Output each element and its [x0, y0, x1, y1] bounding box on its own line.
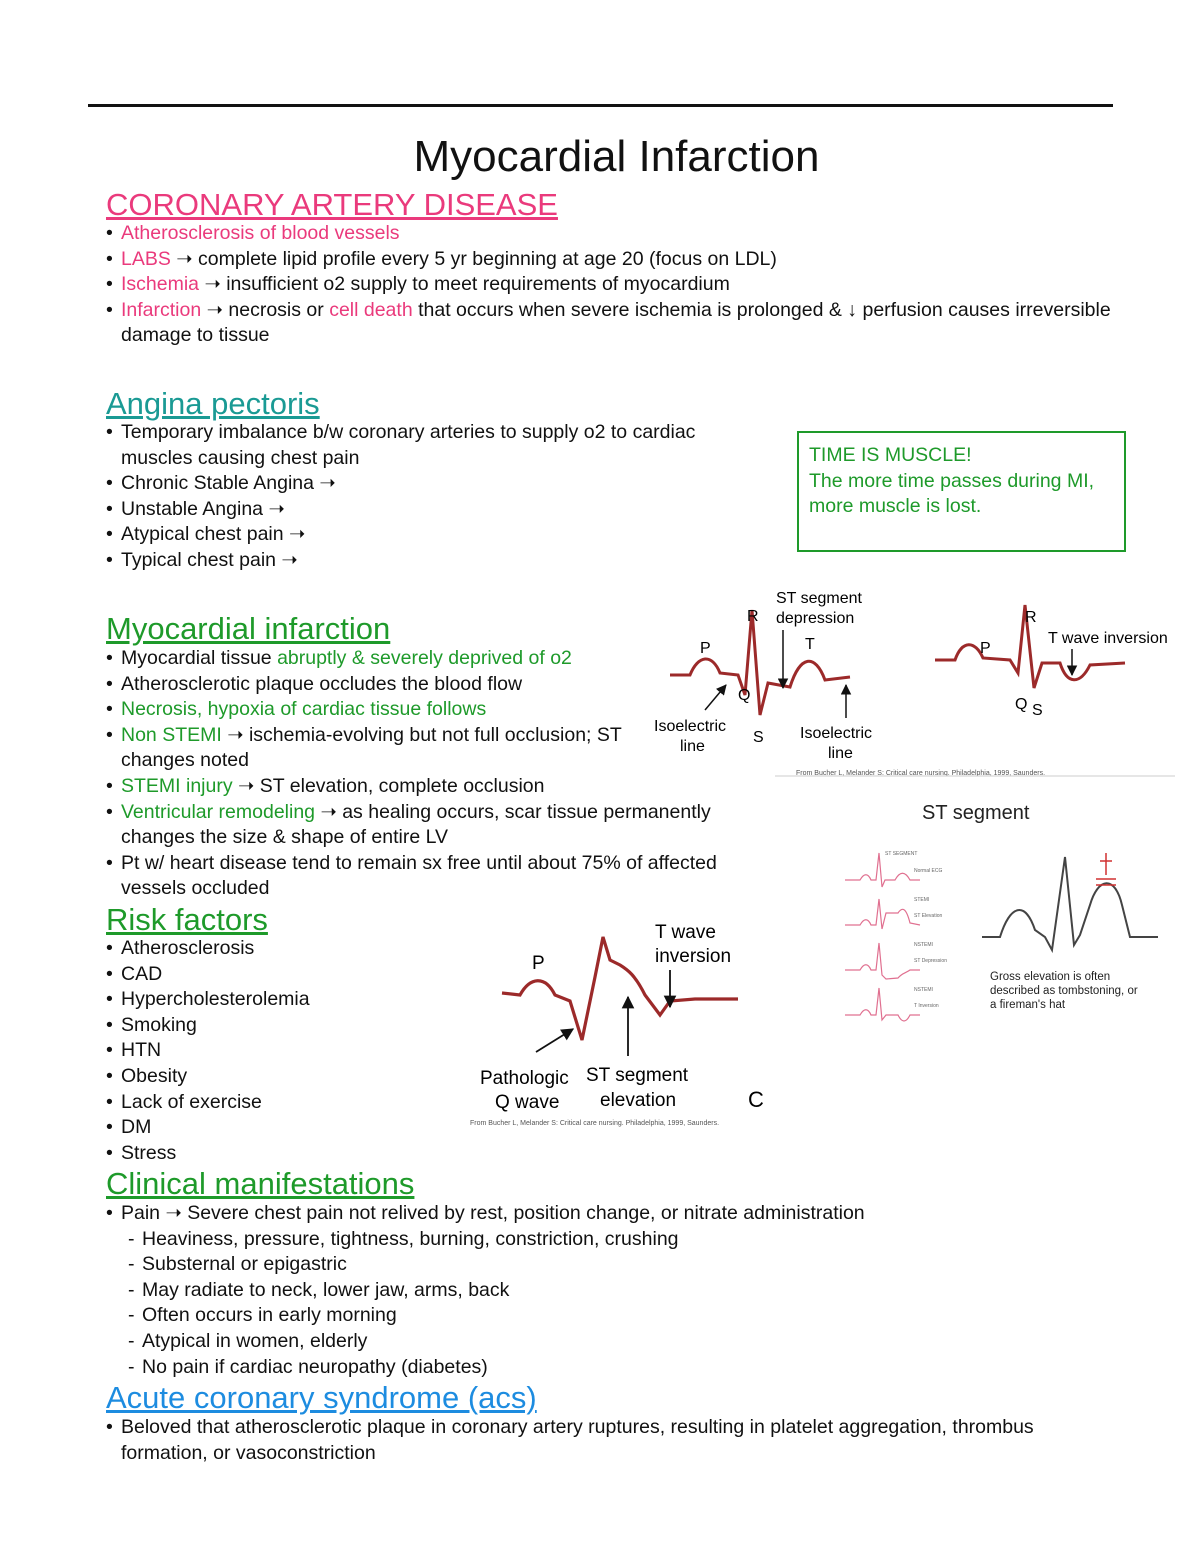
list-item: • Ischemia ➝ insufficient o2 supply to meet requirements of myocardium	[106, 272, 1116, 298]
list-item: • Pt w/ heart disease tend to remain sx free until about 75% of affected vessels occluded	[106, 851, 786, 902]
section-heading-cad: CORONARY ARTERY DISEASE	[106, 187, 558, 222]
list-item: - Atypical in women, elderly	[106, 1329, 1116, 1355]
label-r: R	[747, 608, 759, 625]
label-t: T	[805, 636, 815, 653]
tombstone-trace	[982, 857, 1158, 950]
strip-label: NSTEMI	[914, 942, 933, 948]
label-iso2-line: line	[828, 745, 853, 762]
label-q: Q	[738, 687, 751, 704]
section-heading-angina: Angina pectoris	[106, 386, 320, 421]
section-heading-acs: Acute coronary syndrome (acs)	[106, 1380, 537, 1415]
list-item: • Myocardial tissue abruptly & severely deprived of o2	[106, 646, 786, 672]
label-iso1-line: line	[680, 738, 705, 755]
list-item: - Heaviness, pressure, tightness, burning, constriction, crushing	[106, 1227, 1116, 1253]
list-item: • Unstable Angina ➝	[106, 497, 766, 523]
list-item: • Lack of exercise	[106, 1090, 466, 1116]
fig2-note-1: Gross elevation is often	[990, 971, 1111, 983]
top-rule	[88, 104, 1113, 107]
strip-label: NSTEMI	[914, 987, 933, 993]
label-iso2: Isoelectric	[800, 725, 873, 742]
strip-label: STEMI	[914, 897, 930, 903]
st-segment-figure	[840, 795, 1170, 1040]
clinical-list	[106, 1201, 1116, 1380]
list-item: - May radiate to neck, lower jaw, arms, back	[106, 1278, 1116, 1304]
strip-label: ST SEGMENT	[885, 851, 918, 857]
list-item: - Substernal or epigastric	[106, 1252, 1116, 1278]
fireman-hat-icon	[1096, 853, 1116, 885]
section-heading-mi: Myocardial infarction	[106, 611, 391, 646]
list-item: • Atypical chest pain ➝	[106, 522, 766, 548]
label-ste-2: elevation	[600, 1090, 677, 1111]
angina-list	[106, 420, 766, 574]
label-st-depression-1: ST segment	[776, 590, 862, 607]
list-item: • Temporary imbalance b/w coronary arteries to supply o2 to cardiac muscles causing chest pain	[106, 420, 766, 471]
label-p: P	[532, 953, 545, 974]
label-ste-1: ST segment	[586, 1065, 689, 1086]
label-q-wave: Q wave	[495, 1092, 560, 1113]
callout-line-1: TIME IS MUSCLE!	[809, 444, 972, 466]
list-item: • Ventricular remodeling ➝ as healing occurs, scar tissue permanently changes the size & shape of entire LV	[106, 800, 786, 851]
list-item: • LABS ➝ complete lipid profile every 5 yr beginning at age 20 (focus on LDL)	[106, 247, 1116, 273]
callout-box	[797, 431, 1126, 552]
list-item: • Atherosclerosis	[106, 936, 466, 962]
list-item: • Beloved that atherosclerotic plaque in coronary artery ruptures, resulting in platelet aggregation, thrombus formation, or vasoconstriction	[106, 1415, 1066, 1466]
list-item: • Necrosis, hypoxia of cardiac tissue follows	[106, 697, 786, 723]
strip-sub: T Inversion	[914, 1003, 939, 1009]
acs-list	[106, 1415, 1066, 1466]
list-item: • Hypercholesterolemia	[106, 987, 466, 1013]
label-p: P	[700, 640, 711, 657]
risk-list	[106, 936, 466, 1166]
section-heading-risk: Risk factors	[106, 902, 268, 937]
credit-fig3: From Bucher L, Melander S: Critical care nursing. Philadelphia, 1999, Saunders.	[470, 1120, 720, 1127]
strip-sub: Normal ECG	[914, 868, 943, 874]
list-item: - No pain if cardiac neuropathy (diabetes)	[106, 1355, 1116, 1381]
fig2-note-2: described as tombstoning, or	[990, 985, 1138, 997]
page-title: Myocardial Infarction	[413, 132, 820, 181]
cad-list	[106, 221, 1116, 349]
list-item: • Obesity	[106, 1064, 466, 1090]
fig2-title: ST segment	[922, 802, 1030, 824]
callout-line-2: The more time passes during MI, more muscle is lost.	[809, 469, 1095, 518]
label-s: S	[753, 729, 764, 746]
list-item: • HTN	[106, 1038, 466, 1064]
list-item: • Stress	[106, 1141, 466, 1167]
ecg-strips	[845, 853, 920, 1021]
list-item: • DM	[106, 1115, 466, 1141]
section-heading-clinical: Clinical manifestations	[106, 1166, 415, 1201]
fig2-note-3: a fireman's hat	[990, 999, 1066, 1011]
ecg-figure-depression	[650, 585, 1190, 780]
list-item: • STEMI injury ➝ ST elevation, complete occlusion	[106, 774, 786, 800]
list-item: • CAD	[106, 962, 466, 988]
list-item: • Typical chest pain ➝	[106, 548, 766, 574]
label-iso1: Isoelectric	[654, 718, 727, 735]
label-q2: Q	[1015, 696, 1028, 713]
ecg-figure-elevation	[470, 915, 780, 1130]
list-item: • Chronic Stable Angina ➝	[106, 471, 766, 497]
credit-fig1: From Bucher L, Melander S: Critical care nursing. Philadelphia, 1999, Saunders.	[796, 770, 1046, 777]
label-t-wave-inversion: T wave inversion	[1048, 630, 1168, 647]
label-twi-1: T wave	[655, 922, 716, 943]
label-twi-2: inversion	[655, 946, 732, 967]
label-r2: R	[1025, 609, 1037, 626]
strip-sub: ST Depression	[914, 958, 947, 964]
strip-sub: ST Elevation	[914, 913, 943, 919]
label-pathologic: Pathologic	[480, 1068, 569, 1089]
label-s2: S	[1032, 702, 1043, 719]
list-item: • Smoking	[106, 1013, 466, 1039]
list-item: - Often occurs in early morning	[106, 1303, 1116, 1329]
label-p2: P	[980, 640, 991, 657]
list-item: • Non STEMI ➝ ischemia-evolving but not full occlusion; ST changes noted	[106, 723, 641, 774]
list-item: • Atherosclerotic plaque occludes the blood flow	[106, 672, 786, 698]
list-item: • Infarction ➝ necrosis or cell death that occurs when severe ischemia is prolonged & ↓ perfusion causes irreversible damage to tissue	[106, 298, 1116, 349]
label-c: C	[748, 1087, 764, 1112]
label-st-depression-2: depression	[776, 610, 855, 627]
list-item: • Pain ➝ Severe chest pain not relived by rest, position change, or nitrate administration	[106, 1201, 1116, 1227]
list-item: • Atherosclerosis of blood vessels	[106, 221, 1116, 247]
